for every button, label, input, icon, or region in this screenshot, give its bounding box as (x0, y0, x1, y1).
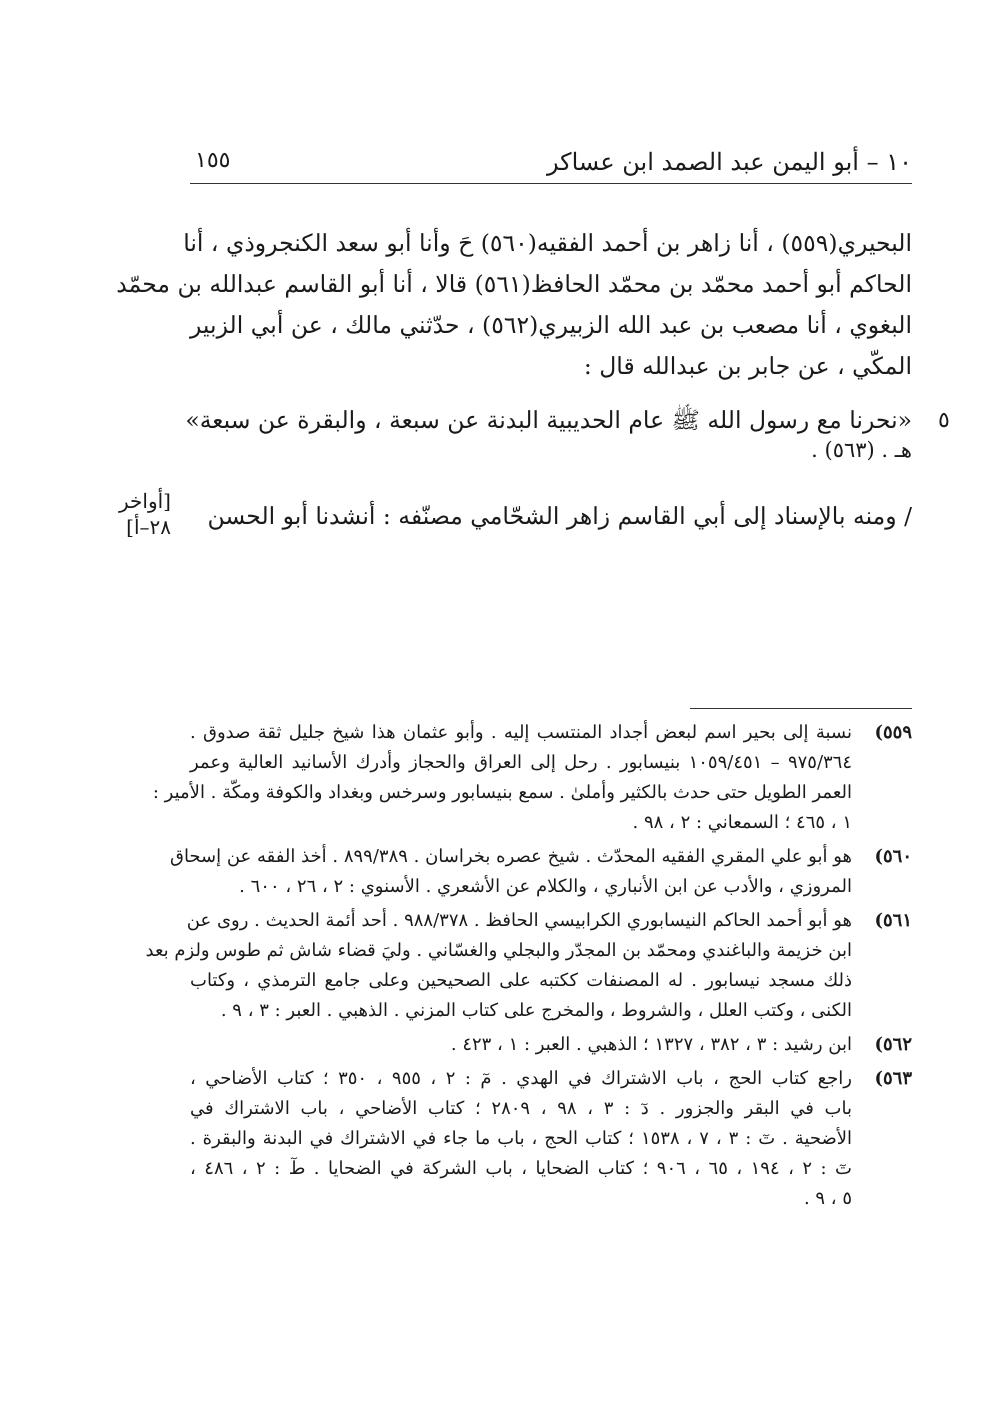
footnote-line: راجع كتاب الحج ، باب الاشتراك في الهدي . مٓ : ٢ ، ٩٥٥ ، ٣٥٠ ؛ كتاب الأضاحي ، (190, 1068, 852, 1089)
body-line-continuation: / ومنه بالإسناد إلى أبي القاسم زاهر الشحّامي مصنّفه : أنشدنا أبو الحسن (207, 502, 912, 530)
footnote-line: هو أبو أحمد الحاكم النيسابوري الكرابيسي الحافظ . ٩٨٨/٣٧٨ . أحد أئمة الحديث . روى عن (186, 910, 852, 931)
hadith-reference: هـ . (٥٦٣) . (811, 438, 912, 462)
header-title: ١٠ – أبو اليمن عبد الصمد ابن عساكر (546, 148, 912, 176)
hadith-line: «نحرنا مع رسول الله ﷺ عام الحديبية البدنة عن سبعة ، والبقرة عن سبعة» (185, 406, 912, 434)
footnote-line: ابن خزيمة والباغندي ومحمّد بن المجدّر والبجلي والغسّاني . وليَ قضاء شاش ثم طوس ولزم بعد (145, 940, 852, 961)
footnote-number: ٥٦٢) (874, 1034, 912, 1055)
header-rule (190, 183, 912, 184)
footnote (145, 906, 912, 1026)
footnote-line: ٥ ، ٩ . (803, 1188, 852, 1209)
footnote-number: ٥٦٠) (874, 846, 912, 867)
footnote-line: المروزي ، والأدب عن ابن الأنباري ، والكلام عن الأشعري . الأسنوي : ٢ ، ٢٦ ، ٦٠٠ . (239, 876, 852, 897)
footnotes (145, 718, 912, 1218)
footnote (190, 1064, 912, 1214)
margin-note (95, 488, 171, 540)
footnote (190, 1030, 912, 1060)
body-line: المكّي ، عن جابر بن عبدالله قال : (583, 352, 912, 380)
footnote-line: هو أبو علي المقري الفقيه المحدّث . شيخ عصره بخراسان . ٨٩٩/٣٨٩ . أخذ الفقه عن إسحاق (169, 846, 852, 867)
body-line: الحاكم أبو أحمد محمّد بن محمّد الحافظ(٥٦١) قالا ، أنا أبو القاسم عبدالله بن محمّد (116, 270, 912, 298)
footnote-line: ٩٧٥/٣٦٤ – ١٠٥٩/٤٥١ بنيسابور . رحل إلى العراق والحجاز وأدرك الأسانيد العالية وعمر (190, 752, 853, 773)
footnote (152, 718, 912, 838)
footnote-line: باب في البقر والجزور . دٓ : ٣ ، ٩٨ ، ٢٨٠٩ ؛ كتاب الأضاحي ، باب الاشتراك في (190, 1098, 852, 1119)
footnote-line: ابن رشيد : ٣ ، ٣٨٢ ، ١٣٢٧ ؛ الذهبي . العبر : ١ ، ٤٢٣ . (450, 1034, 852, 1055)
body-line: البغوي ، أنا مصعب بن عبد الله الزبيري(٥٦٢) ، حدّثني مالك ، عن أبي الزبير (189, 311, 912, 339)
footnote-line: الأضحية . تٓ : ٣ ، ٧ ، ١٥٣٨ ؛ كتاب الحج ، باب ما جاء في الاشتراك في البدنة والبقرة . (190, 1128, 852, 1149)
footnote-line: ١ ، ٤٦٥ ؛ السمعاني : ٢ ، ٩٨ . (632, 812, 852, 833)
footnote-line: الكنى ، وكتب العلل ، والشروط ، والمخرج على كتاب المزني . الذهبي . العبر : ٣ ، ٩ . (220, 1000, 852, 1021)
page-number: ١٥٥ (195, 148, 231, 173)
footnote-number: ٥٦١) (874, 910, 912, 931)
running-header (190, 148, 912, 182)
footnote-rule (690, 708, 912, 709)
footnote-number: ٥٥٩) (874, 722, 912, 743)
body-line: البحيري(٥٥٩) ، أنا زاهر بن أحمد الفقيه(٥٦٠) حَ وأنا أبو سعد الكنجروذي ، أنا (183, 229, 912, 257)
margin-note-line: [أواخر (119, 489, 171, 513)
footnote-number: ٥٦٣) (874, 1068, 912, 1089)
footnote (169, 842, 912, 902)
footnote-line: نسبة إلى بحير اسم لبعض أجداد المنتسب إليه . وأبو عثمان هذا شيخ جليل ثقة صدوق . (190, 722, 852, 743)
hadith-quote (185, 405, 912, 465)
footnote-line: ذلك مسجد نيسابور . له المصنفات ككتبه على الصحيحين وعلى جامع الترمذي ، وكتاب (190, 970, 852, 991)
line-number: ٥ (938, 408, 950, 433)
footnote-line: العمر الطويل حتى حدث بالكثير وأملىٰ . سمع بنيسابور وسرخس وبغداد والكوفة ومكّة . الأمير : (152, 782, 852, 803)
body-paragraph (116, 223, 912, 387)
footnote-line: تٓ : ٢ ، ١٩٤ ، ٦٥ ، ٩٠٦ ؛ كتاب الضحايا ، باب الشركة في الضحايا . طٓ : ٢ ، ٤٨٦ ، (190, 1158, 852, 1179)
margin-note-line: ٢٨–أ] (126, 515, 171, 539)
